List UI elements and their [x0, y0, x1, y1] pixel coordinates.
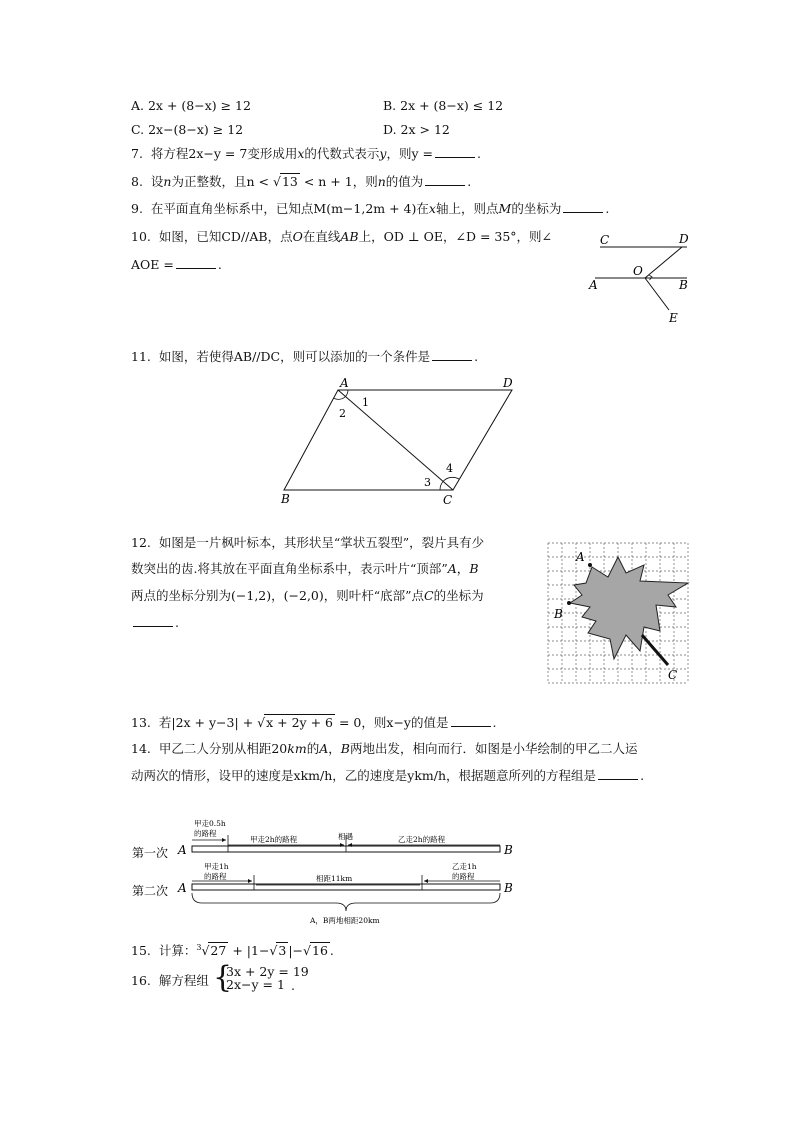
question-13: 13. 若|2x + y−3| + √x + 2y + 6 = 0，则x−y的值是 .: [131, 715, 497, 730]
answer-blank: [133, 615, 173, 627]
label-c: C: [600, 233, 610, 247]
label-e: E: [669, 311, 678, 325]
option-a: A. 2x + (8−x) ≥ 12: [131, 98, 251, 113]
angle-1-arc: [346, 390, 349, 397]
total-brace: [192, 893, 500, 911]
point-a: [588, 563, 592, 567]
label-4: 4: [446, 462, 453, 475]
jia1-line2: 的路程: [204, 872, 227, 881]
line-oe: [645, 278, 669, 310]
label-b: B: [554, 607, 563, 621]
yi1-line2: 的路程: [452, 872, 475, 881]
jia2h-label: 甲走2h的路程: [250, 835, 298, 844]
total-label: A，B两地相距20km: [310, 916, 380, 925]
question-12-line4: .: [131, 615, 179, 631]
question-15: 15. 计算：$^3$√27 + |1−√3 |−√16 .: [131, 943, 334, 959]
system-brace: {: [213, 960, 233, 995]
label-b-second: B: [504, 881, 513, 895]
label-a-second: A: [178, 881, 187, 895]
label-b: B: [679, 278, 688, 292]
parallelogram-abcd: [284, 390, 512, 490]
label-2: 2: [339, 407, 346, 420]
yi1-line1: 乙走1h: [452, 862, 477, 871]
question-12-line1: 12. 如图是一片枫叶标本，其形状呈“掌状五裂型”，裂片具有少: [131, 535, 485, 550]
arrowhead: [222, 838, 226, 842]
line-od: [645, 247, 682, 278]
diagonal-ac: [338, 390, 453, 490]
question-12-line2: 数突出的齿.将其放在平面直角坐标系中，表示叶片“顶部”A，B: [131, 561, 479, 576]
right-angle-mark: [649, 275, 652, 280]
figure-12-maple-leaf: [548, 543, 690, 686]
answer-blank: [432, 349, 472, 361]
label-a: A: [576, 550, 585, 564]
angle-4-arc: [443, 477, 459, 481]
label-3: 3: [424, 476, 431, 489]
figure-10: [585, 228, 695, 328]
equation-2: 2x−y = 1: [226, 977, 285, 992]
gap-label: 相距11km: [316, 874, 353, 883]
jia05-line1: 甲走0.5h: [194, 819, 226, 828]
label-a: A: [340, 376, 349, 390]
arrowhead: [424, 879, 428, 883]
question-16-end: .: [291, 978, 295, 993]
label-o: O: [633, 264, 643, 278]
answer-blank: [451, 715, 491, 727]
label-d: D: [503, 376, 513, 390]
option-c: C. 2x−(8−x) ≥ 12: [131, 122, 244, 137]
label-a-first: A: [178, 843, 187, 857]
label-1: 1: [362, 396, 369, 409]
option-b: B. 2x + (8−x) ≤ 12: [383, 98, 504, 113]
angle-3-arc: [440, 482, 443, 491]
jia1-line1: 甲走1h: [204, 862, 229, 871]
question-14-line2: 动两次的情形，设甲的速度是xkm/h，乙的速度是ykm/h，根据题意所列的方程组是 .: [131, 768, 645, 783]
point-b: [567, 601, 571, 605]
figure-14: [132, 815, 522, 930]
question-7: 7. 将方程2x−y = 7变形成用x的代数式表示y，则y = .: [131, 146, 481, 161]
maple-leaf: [570, 557, 688, 659]
question-14-line1: 14. 甲乙二人分别从相距20km的A，B两地出发，相向而行．如图是小华绘制的甲乙二人运: [131, 741, 638, 756]
equation-system: [226, 965, 309, 991]
label-a: A: [589, 278, 598, 292]
yi2h-label: 乙走2h的路程: [398, 835, 446, 844]
question-10: 10. 如图，已知CD//AB，点O在直线AB上，OD ⊥ OE，∠D = 35°，则∠: [131, 229, 553, 244]
label-first: 第一次: [132, 846, 169, 860]
question-8: 8. 设n为正整数，且n < √13 < n + 1，则n的值为 .: [131, 174, 472, 189]
answer-blank: [435, 146, 475, 158]
answer-blank: [563, 201, 603, 213]
angle-2-arc: [334, 397, 346, 400]
jia05-line2: 的路程: [194, 829, 217, 838]
question-16: 16. 解方程组: [131, 973, 209, 988]
answer-blank: [176, 257, 216, 269]
question-12-line3: 两点的坐标分别为(−1,2)，(−2,0)，则叶杆“底部”点C的坐标为: [131, 588, 484, 603]
label-b: B: [281, 492, 290, 506]
question-9: 9. 在平面直角坐标系中，已知点M(m−1,2m + 4)在x轴上，则点M的坐标为 .: [131, 201, 610, 216]
question-11: 11. 如图，若使得AB//DC，则可以添加的一个条件是 .: [131, 349, 479, 364]
answer-blank: [425, 174, 465, 186]
question-10-line2: AOE = .: [131, 257, 222, 272]
label-c: C: [668, 668, 678, 682]
equation-1: 3x + 2y = 19: [226, 964, 309, 979]
meet-label: 相遇: [338, 832, 353, 841]
label-c: C: [443, 493, 453, 507]
figure-11: [278, 372, 518, 508]
arrowhead: [248, 879, 252, 883]
label-b-first: B: [504, 843, 513, 857]
label-second: 第二次: [132, 884, 169, 898]
label-d: D: [679, 232, 689, 246]
answer-blank: [598, 768, 638, 780]
option-d: D. 2x > 12: [383, 122, 450, 137]
